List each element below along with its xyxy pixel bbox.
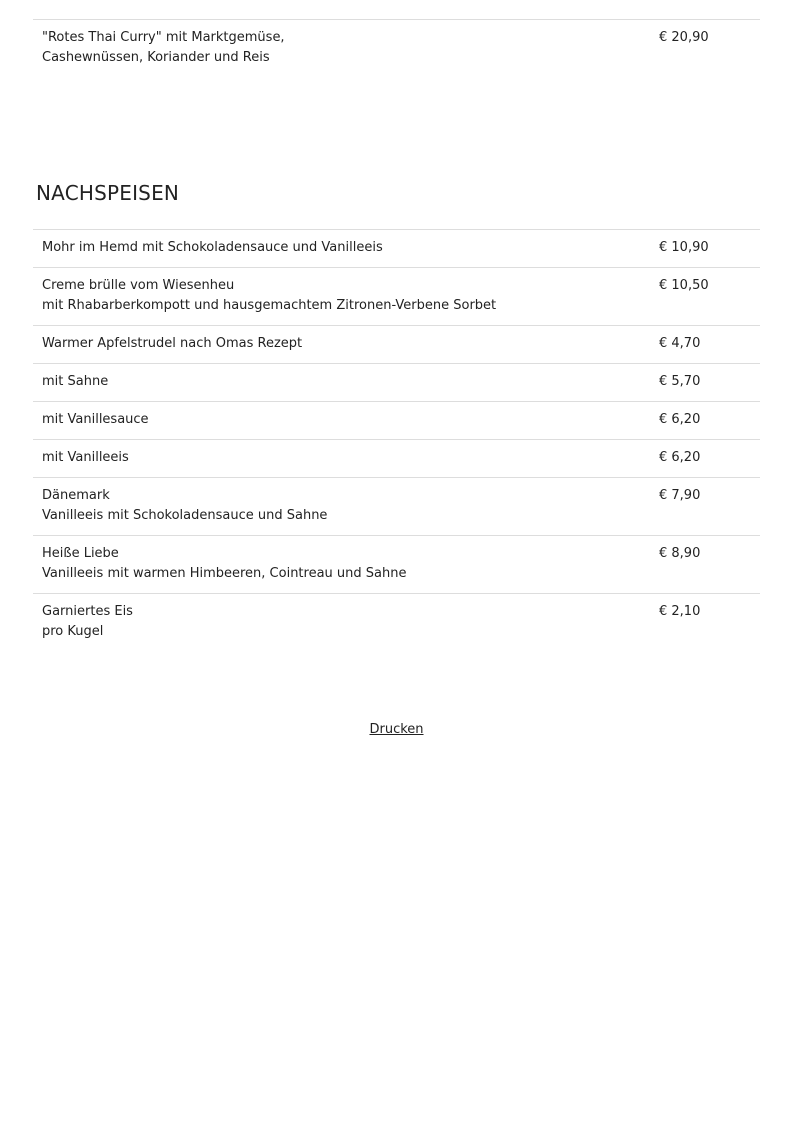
menu-item-description [33, 402, 650, 440]
menu-item-description [33, 268, 650, 326]
menu-item-name: "Rotes Thai Curry" mit Marktgemüse, [42, 30, 285, 45]
menu-item-price: € 10,90 [659, 240, 709, 255]
menu-item-row [33, 20, 760, 78]
menu-item-name: mit Sahne [42, 374, 109, 389]
menu-item-description [33, 364, 650, 402]
menu-item-name: Garniertes Eis [42, 604, 133, 619]
menu-item-detail: Vanilleeis mit warmen Himbeeren, Cointreau und Sahne [42, 566, 407, 581]
menu-item-name: Heiße Liebe [42, 546, 119, 561]
dessert-table [33, 229, 760, 651]
menu-item-row [33, 478, 760, 536]
menu-item-detail: Vanilleeis mit Schokoladensauce und Sahne [42, 508, 328, 523]
menu-item-row [33, 402, 760, 440]
menu-item-price: € 7,90 [659, 488, 701, 503]
menu-item-row [33, 364, 760, 402]
print-link[interactable]: Drucken [369, 722, 424, 737]
print-link-container [0, 721, 793, 739]
menu-item-name: Mohr im Hemd mit Schokoladensauce und Vanilleeis [42, 240, 383, 255]
menu-item-price: € 6,20 [659, 412, 701, 427]
menu-item-description [33, 20, 650, 78]
menu-item-description [33, 536, 650, 594]
menu-item-name: Warmer Apfelstrudel nach Omas Rezept [42, 336, 303, 351]
menu-item-price: € 4,70 [659, 336, 701, 351]
menu-item-detail: mit Rhabarberkompott und hausgemachtem Zitronen-Verbene Sorbet [42, 298, 497, 313]
menu-item-price: € 8,90 [659, 546, 701, 561]
menu-item-description [33, 326, 650, 364]
menu-item-name: Creme brülle vom Wiesenheu [42, 278, 235, 293]
menu-item-row [33, 230, 760, 268]
menu-item-price: € 20,90 [659, 30, 709, 45]
menu-item-price: € 2,10 [659, 604, 701, 619]
menu-item-row [33, 268, 760, 326]
menu-item-row [33, 326, 760, 364]
menu-item-detail: Cashewnüssen, Koriander und Reis [42, 50, 270, 65]
menu-item-name: mit Vanilleeis [42, 450, 129, 465]
menu-item-price: € 10,50 [659, 278, 709, 293]
menu-item-name: Dänemark [42, 488, 110, 503]
section-title-desserts: NACHSPEISEN [36, 181, 180, 205]
menu-item-description [33, 594, 650, 652]
menu-item-price: € 5,70 [659, 374, 701, 389]
menu-item-price: € 6,20 [659, 450, 701, 465]
menu-item-detail: pro Kugel [42, 624, 104, 639]
menu-item-row [33, 594, 760, 652]
menu-item-row [33, 440, 760, 478]
menu-item-name: mit Vanillesauce [42, 412, 149, 427]
main-dish-table [33, 19, 760, 77]
menu-item-row [33, 536, 760, 594]
menu-item-description [33, 478, 650, 536]
menu-item-description [33, 230, 650, 268]
menu-item-description [33, 440, 650, 478]
